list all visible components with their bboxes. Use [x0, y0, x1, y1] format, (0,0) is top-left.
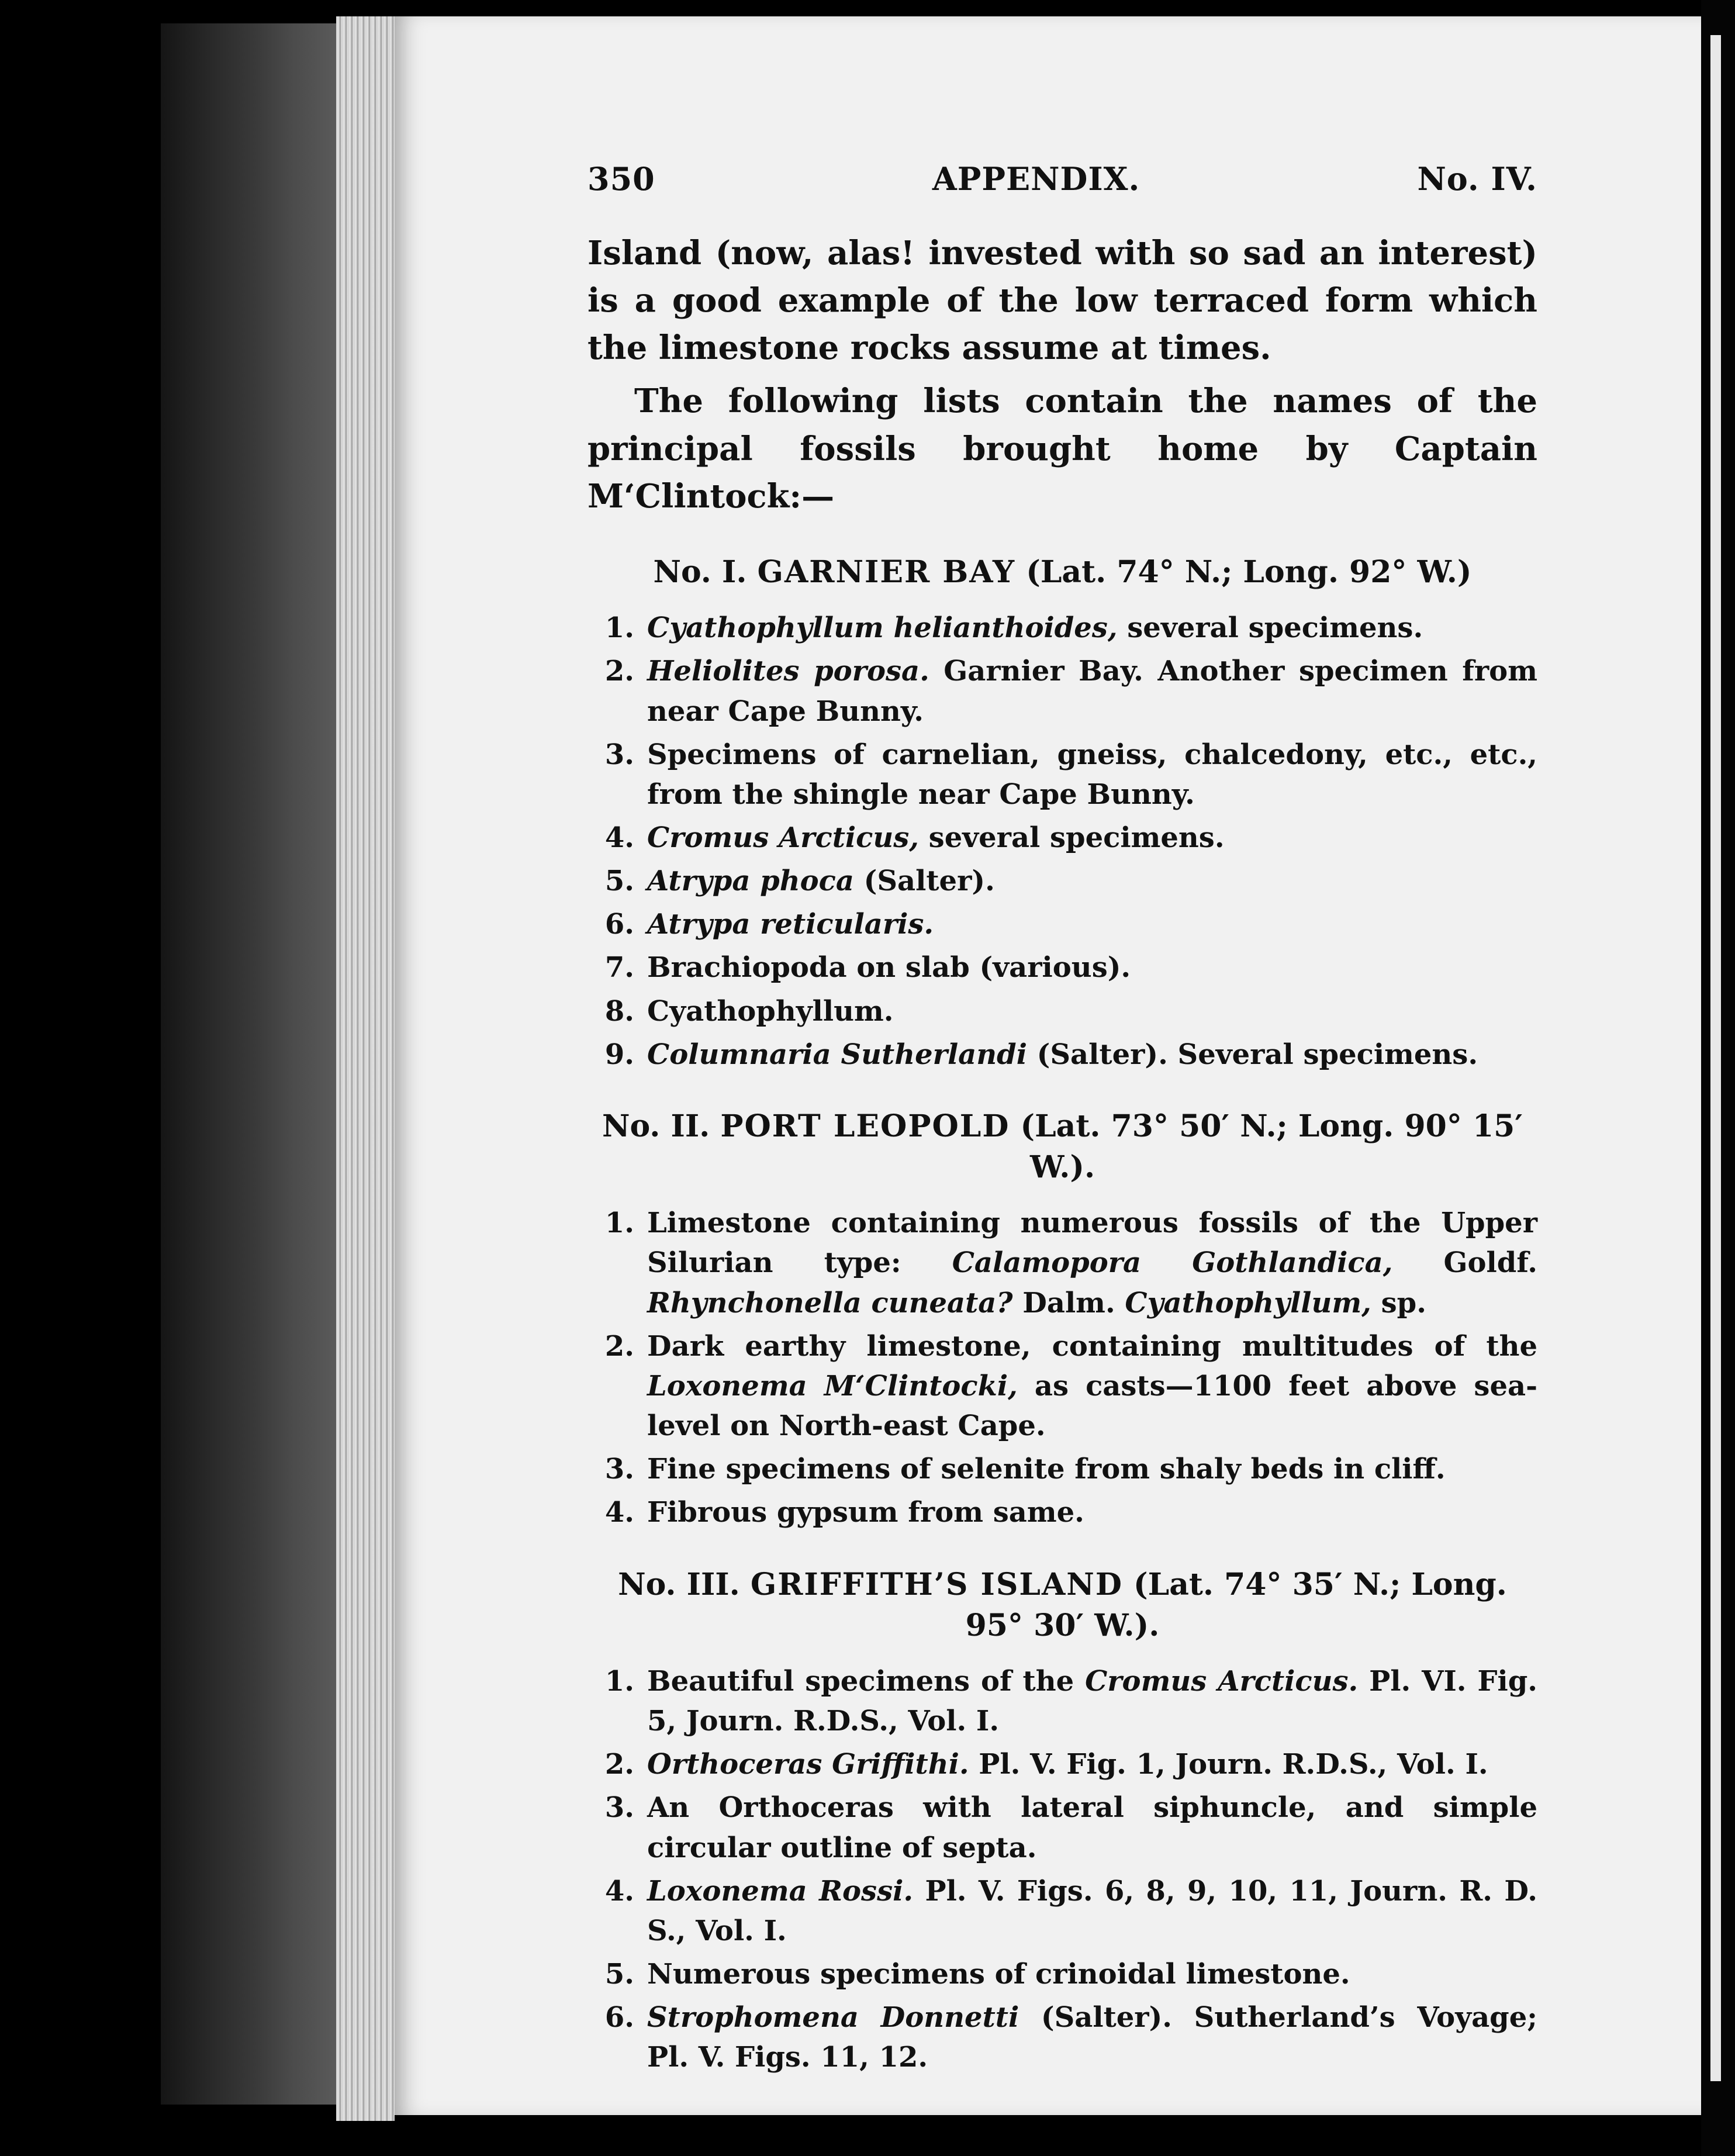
list-item: [587, 1326, 1537, 1446]
species-name: Strophomena Donnetti: [647, 2001, 1019, 2034]
item-number: 4.: [604, 1874, 634, 1908]
item-text: [647, 1998, 1537, 2077]
list-item: [587, 735, 1537, 814]
species-name: Cromus Arcticus.: [1085, 1664, 1359, 1698]
book-binding-shadow: [161, 23, 336, 2105]
list-item: [587, 1661, 1537, 1741]
section-place-name: GARNIER BAY: [757, 554, 1016, 590]
item-description: Numerous specimens of crinoidal limestone.: [647, 1958, 1350, 1991]
species-name: Atrypa reticularis.: [647, 908, 934, 941]
item-text: [647, 818, 1537, 858]
item-text: [647, 608, 1537, 648]
section-number-label: No. III.: [618, 1566, 740, 1602]
section-place-name: PORT LEOPOLD: [720, 1108, 1010, 1144]
item-number: 4.: [604, 1496, 634, 1529]
item-number: 2.: [604, 655, 634, 688]
section-heading-garnier-bay: [587, 552, 1537, 593]
list-item: [587, 1203, 1537, 1322]
item-description: Pl. V. Figs. 6, 8, 9, 10, 11, Journ. R. D. S., Vol. I.: [647, 1874, 1537, 1947]
list-item: [587, 1998, 1537, 2077]
item-text: [647, 948, 1537, 987]
species-name: Columnaria Sutherlandi: [647, 1038, 1027, 1071]
page-number: 350: [587, 160, 655, 198]
item-number: 1.: [604, 1207, 634, 1240]
item-description: (Salter). Sutherland’s Voyage; Pl. V. Figs. 11, 12.: [647, 2001, 1538, 2074]
facing-page-edge: [1710, 35, 1721, 2081]
item-number: 6.: [604, 908, 634, 941]
item-number: 1.: [604, 1664, 634, 1698]
item-text: [647, 1788, 1537, 1867]
list-item: [587, 1035, 1537, 1074]
species-name: Cyathophyllum helianthoides,: [647, 611, 1118, 645]
list-item: [587, 1954, 1537, 1994]
species-name: Atrypa phoca: [647, 865, 854, 898]
item-description: Beautiful specimens of the: [647, 1664, 1086, 1698]
item-number: 2.: [604, 1329, 634, 1363]
item-number: 4.: [604, 821, 634, 854]
item-number: 9.: [604, 1038, 634, 1071]
species-name: Calamopora Gothlandica,: [952, 1246, 1393, 1280]
item-text: [647, 991, 1537, 1031]
section-place-name: GRIFFITH’S ISLAND: [750, 1566, 1123, 1602]
item-text: [647, 1449, 1537, 1489]
item-number: 3.: [604, 1791, 634, 1825]
item-description: several specimens.: [918, 821, 1225, 854]
item-text: [647, 735, 1537, 814]
item-text: [647, 1326, 1537, 1446]
species-name: Orthoceras Griffithi.: [647, 1748, 969, 1781]
item-description: An Orthoceras with lateral siphuncle, and simple circular outline of septa.: [647, 1791, 1537, 1864]
intro-paragraph-2: The following lists contain the names of the principal fossils brought home by Captain M‘Clintock:—: [587, 382, 1537, 516]
item-description: several specimens.: [1117, 611, 1423, 645]
item-number: 5.: [604, 865, 634, 898]
item-description: Dark earthy limestone, containing multitudes of the: [647, 1329, 1537, 1363]
item-description: Pl. VI. Fig. 5, Journ. R.D.S., Vol. I.: [647, 1664, 1537, 1738]
item-description: (Salter). Several specimens.: [1027, 1038, 1478, 1071]
item-number: 8.: [604, 994, 634, 1028]
item-text: [647, 1871, 1537, 1951]
fossil-list-garnier-bay: [587, 608, 1537, 1074]
species-name: Cromus Arcticus,: [647, 821, 919, 854]
list-item: [587, 1788, 1537, 1867]
item-description: Dalm.: [1012, 1286, 1125, 1319]
item-text: [647, 1744, 1537, 1784]
section-number: No. IV.: [1417, 160, 1537, 198]
fossil-list-port-leopold: [587, 1203, 1537, 1532]
item-text: [647, 861, 1537, 901]
item-number: 6.: [604, 2001, 634, 2034]
section-number-label: No. I.: [653, 554, 747, 590]
list-item: [587, 904, 1537, 944]
item-description: as casts—1100 feet above sea-level on North-east Cape.: [647, 1369, 1537, 1443]
section-heading-griffiths-island: [587, 1564, 1537, 1646]
section-number-label: No. II.: [602, 1108, 710, 1144]
section-coordinates: (Lat. 74° 35′ N.; Long. 95° 30′ W.).: [965, 1566, 1507, 1643]
item-number: 1.: [604, 611, 634, 645]
intro-paragraph-1: Island (now, alas! invested with so sad an interest) is a good example of the low terraced form which the limestone rocks assume at times.: [587, 233, 1537, 368]
running-title: APPENDIX.: [932, 160, 1140, 198]
species-name: Loxonema Rossi.: [647, 1874, 914, 1908]
list-item: [587, 948, 1537, 987]
page-text: [587, 158, 1537, 2081]
item-description: Goldf.: [1392, 1246, 1537, 1280]
item-text: [647, 651, 1537, 731]
list-item: [587, 991, 1537, 1031]
item-text: [647, 904, 1537, 944]
item-number: 2.: [604, 1748, 634, 1781]
item-number: 3.: [604, 1453, 634, 1486]
item-description: Specimens of carnelian, gneiss, chalcedony, etc., etc., from the shingle near Cape Bunny.: [647, 738, 1537, 811]
item-description: (Salter).: [853, 865, 995, 898]
item-text: [647, 1492, 1537, 1532]
list-item: [587, 861, 1537, 901]
item-number: 3.: [604, 738, 634, 771]
section-coordinates: (Lat. 73° 50′ N.; Long. 90° 15′ W.).: [1020, 1108, 1523, 1186]
species-name: Loxonema M‘Clintocki,: [647, 1369, 1018, 1402]
item-number: 7.: [604, 951, 634, 984]
species-name: Cyathophyllum,: [1125, 1286, 1371, 1319]
item-text: [647, 1661, 1537, 1741]
item-description: Brachiopoda on slab (various).: [647, 951, 1131, 984]
list-item: [587, 608, 1537, 648]
item-text: [647, 1954, 1537, 1994]
item-description: Fine specimens of selenite from shaly beds in cliff.: [647, 1453, 1446, 1486]
section-coordinates: (Lat. 74° N.; Long. 92° W.): [1026, 554, 1472, 590]
fossil-list-griffiths-island: [587, 1661, 1537, 2078]
list-item: [587, 1449, 1537, 1489]
list-item: [587, 1492, 1537, 1532]
item-text: [647, 1035, 1537, 1074]
item-number: 5.: [604, 1958, 634, 1991]
item-description: sp.: [1371, 1286, 1426, 1319]
list-item: [587, 1871, 1537, 1951]
item-description: Garnier Bay. Another specimen from near Cape Bunny.: [647, 655, 1537, 728]
section-heading-port-leopold: [587, 1106, 1537, 1188]
item-description: Fibrous gypsum from same.: [647, 1496, 1084, 1529]
list-item: [587, 818, 1537, 858]
species-name: Heliolites porosa.: [647, 655, 929, 688]
item-description: Cyathophyllum.: [647, 994, 894, 1028]
item-description: Pl. V. Fig. 1, Journ. R.D.S., Vol. I.: [969, 1748, 1488, 1781]
running-head: [587, 158, 1537, 201]
list-item: [587, 1744, 1537, 1784]
species-name: Rhynchonella cuneata?: [647, 1286, 1013, 1319]
item-text: [647, 1203, 1537, 1322]
list-item: [587, 651, 1537, 731]
item-description: Limestone containing numerous fossils of the Upper Silurian type:: [647, 1207, 1537, 1280]
page-edges: [336, 16, 395, 2121]
